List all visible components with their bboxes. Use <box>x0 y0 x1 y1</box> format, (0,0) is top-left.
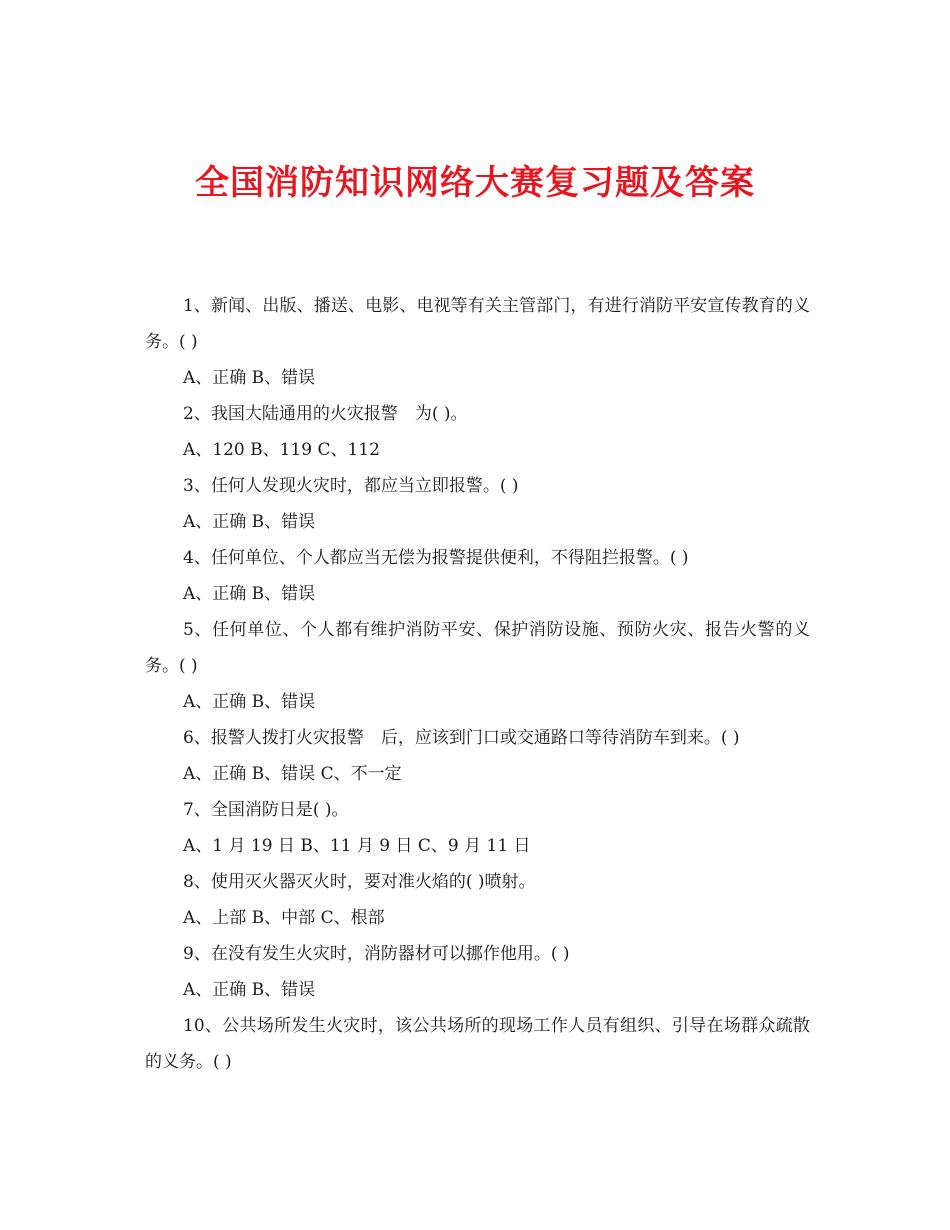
document-body <box>145 288 810 1080</box>
question-3: 3、任何人发现火灾时，都应当立即报警。( ) <box>183 476 519 496</box>
question-8: 8、使用灭火器灭火时，要对准火焰的( )喷射。 <box>183 872 536 892</box>
question-7: 7、全国消防日是( )。 <box>183 800 349 820</box>
question-4: 4、任何单位、个人都应当无偿为报警提供便利，不得阻拦报警。( ) <box>183 548 689 568</box>
question-2: 2、我国大陆通用的火灾报警 为( )。 <box>183 404 468 424</box>
question-10: 10、公共场所发生火灾时，该公共场所的现场工作人员有组织、引导在场群众疏散的义务。( ) <box>145 1016 810 1072</box>
answer-options-9: A、正确 B、错误 <box>183 980 316 1000</box>
answer-options-7: A、1 月 19 日 B、11 月 9 日 C、9 月 11 日 <box>183 836 531 856</box>
answer-options-2: A、120 B、119 C、112 <box>183 440 380 460</box>
document-title: 全国消防知识网络大赛复习题及答案 <box>195 162 755 203</box>
question-5: 5、任何单位、个人都有维护消防平安、保护消防设施、预防火灾、报告火警的义务。( ) <box>145 620 810 676</box>
question-6: 6、报警人拨打火灾报警 后，应该到门口或交通路口等待消防车到来。( ) <box>183 728 740 748</box>
answer-options-5: A、正确 B、错误 <box>183 692 316 712</box>
answer-options-1: A、正确 B、错误 <box>183 368 316 388</box>
question-9: 9、在没有发生火灾时，消防器材可以挪作他用。( ) <box>183 944 570 964</box>
answer-options-4: A、正确 B、错误 <box>183 584 316 604</box>
answer-options-6: A、正确 B、错误 C、不一定 <box>183 764 402 784</box>
answer-options-3: A、正确 B、错误 <box>183 512 316 532</box>
question-1: 1、新闻、出版、播送、电影、电视等有关主管部门，有进行消防平安宣传教育的义务。( ) <box>145 296 810 352</box>
answer-options-8: A、上部 B、中部 C、根部 <box>183 908 385 928</box>
